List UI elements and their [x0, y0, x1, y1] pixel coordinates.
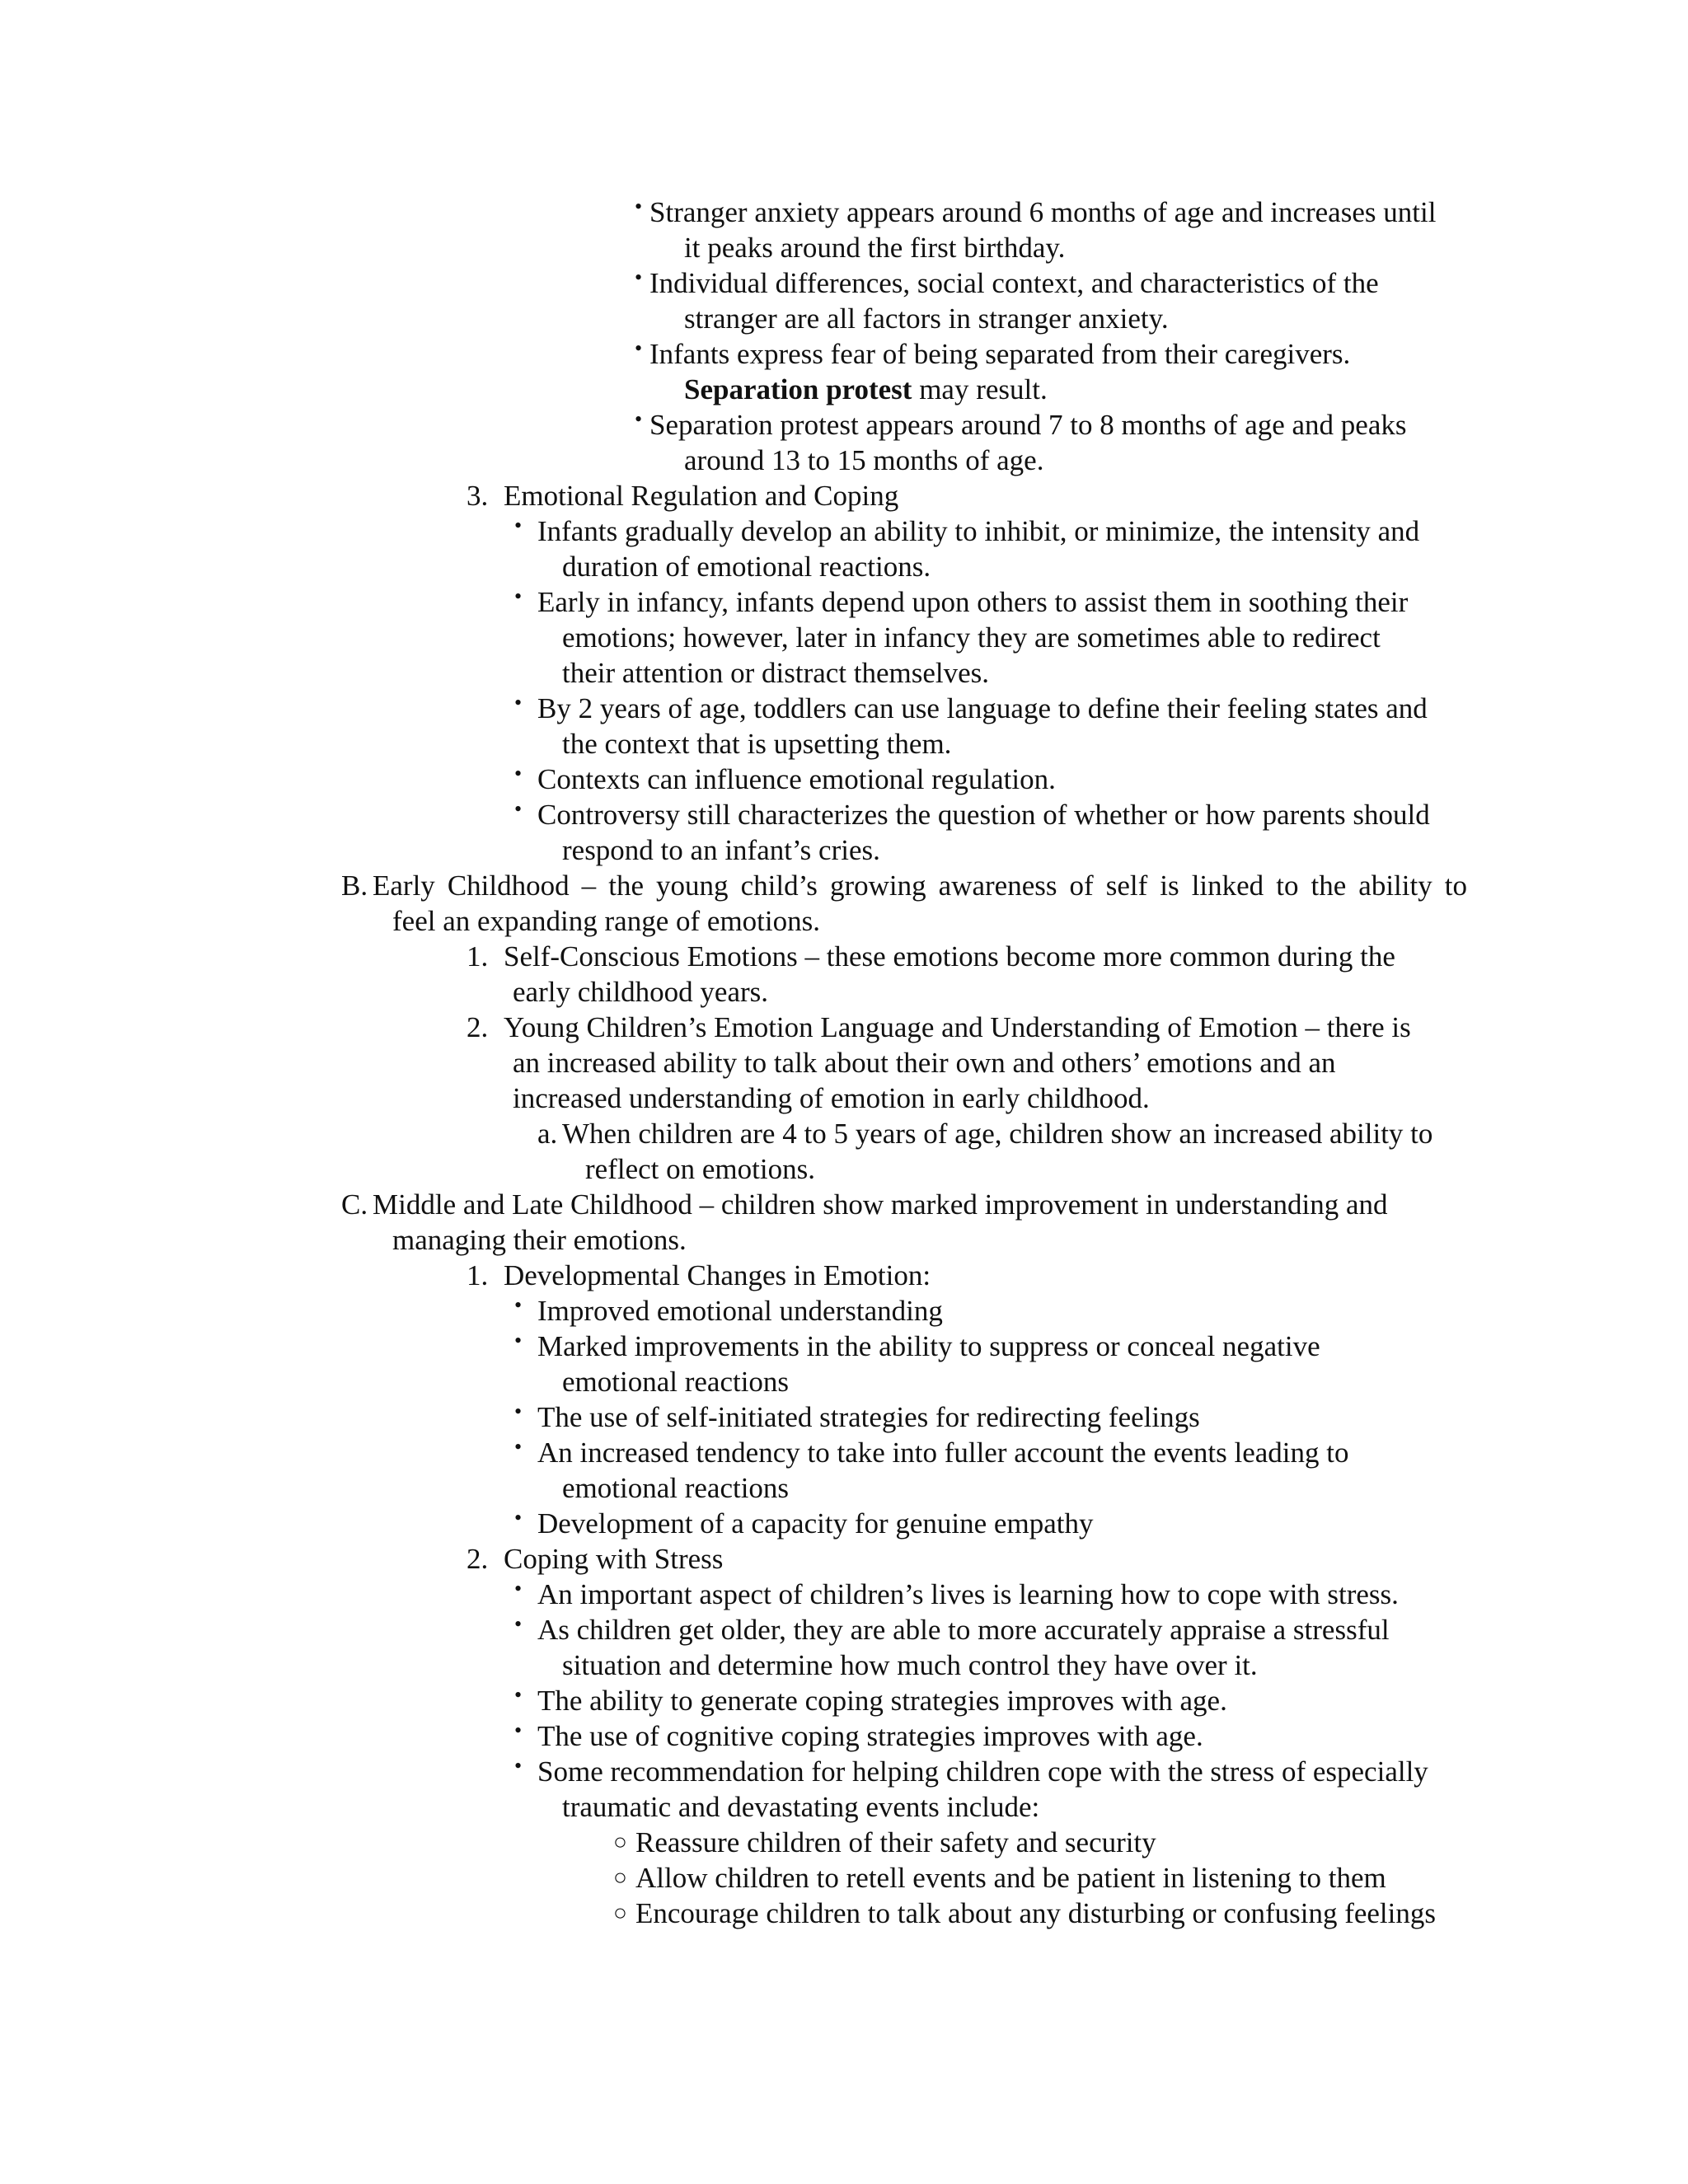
outline-section-c: C. Middle and Late Childhood – children show marked improvement in understanding and managing their emotions. — [341, 1188, 1388, 1256]
bullet-icon: • — [514, 1612, 523, 1636]
bullet-icon: • — [514, 1293, 523, 1317]
list-item: ○ Allow children to retell events and be patient in listening to them — [613, 1862, 1386, 1894]
section-letter: B. — [341, 869, 368, 902]
bullet-icon: • — [514, 1754, 523, 1778]
item-number: 1. — [467, 1259, 489, 1291]
outline-item-developmental-changes — [467, 1258, 1472, 1293]
bullet-icon: • — [635, 336, 643, 360]
list-item: • Separation protest appears around 7 to 8 months of age and peaks around 13 to 15 months of age. — [635, 407, 1407, 476]
list-item: • As children get older, they are able to more accurately appraise a stressful situation and determine how much control they have over it. — [514, 1612, 1390, 1681]
list-item: • An important aspect of children’s lives is learning how to cope with stress. — [514, 1577, 1399, 1610]
item-title: Coping with Stress — [504, 1543, 724, 1575]
list-item: • Development of a capacity for genuine empathy — [514, 1506, 1094, 1540]
item-number: 2. — [467, 1543, 489, 1575]
bullet-icon: • — [514, 1683, 523, 1707]
bullet-icon: • — [514, 797, 523, 821]
bullet-icon: • — [514, 1329, 523, 1352]
bullet-icon: • — [514, 691, 523, 715]
list-item: • Stranger anxiety appears around 6 months of age and increases until it peaks around the first birthday. — [635, 194, 1437, 264]
list-item: ○ Reassure children of their safety and security — [613, 1826, 1156, 1858]
outline-item-emotional-regulation — [467, 478, 1472, 513]
outline-subitem-reflect-emotions: a. When children are 4 to 5 years of age, children show an increased ability to reflect on emotions. — [537, 1118, 1433, 1185]
list-item: • The ability to generate coping strategies improves with age. — [514, 1683, 1227, 1717]
list-item: • An increased tendency to take into fuller account the events leading to emotional reactions — [514, 1435, 1349, 1504]
bullet-icon: • — [635, 265, 643, 289]
section-heading: Early Childhood – the young child’s growing awareness of self is linked to the ability to — [373, 869, 1467, 902]
circle-bullet-icon: ○ — [613, 1830, 627, 1855]
circle-bullet-icon: ○ — [613, 1900, 627, 1926]
bullet-icon: • — [514, 762, 523, 785]
bullet-icon: • — [514, 1577, 523, 1601]
bullet-icon: • — [635, 407, 643, 431]
bullet-icon: • — [635, 194, 643, 218]
bullet-icon: • — [514, 1506, 523, 1530]
subitem-letter: a. — [537, 1118, 558, 1150]
list-item: • Early in infancy, infants depend upon others to assist them in soothing their emotions; however, later in infancy they are sometimes able to redirect their attention or distract themselves. — [514, 584, 1409, 689]
list-item: • Some recommendation for helping children cope with the stress of especially traumatic and devastating events include: — [514, 1754, 1428, 1823]
list-item: • Controversy still characterizes the question of whether or how parents should respond to an infant’s cries. — [514, 797, 1430, 866]
list-item: • Infants gradually develop an ability to inhibit, or minimize, the intensity and duration of emotional reactions. — [514, 513, 1420, 583]
list-item: • Marked improvements in the ability to suppress or conceal negative emotional reactions — [514, 1329, 1320, 1398]
item-title: Developmental Changes in Emotion: — [504, 1259, 931, 1291]
outline-item-coping-with-stress — [467, 1541, 1472, 1577]
separation-protest-term: Separation protest — [684, 373, 912, 405]
list-item: • Infants express fear of being separated from their caregivers. Separation protest may result. — [635, 336, 1351, 405]
list-item: ○ Encourage children to talk about any disturbing or confusing feelings — [613, 1897, 1436, 1929]
bullet-icon: • — [514, 584, 523, 608]
item-number: 2. — [467, 1011, 489, 1043]
outline-item-emotion-language: 2. Young Children’s Emotion Language and Understanding of Emotion – there is an increased ability to talk about their own and others’ emotions and an increased understanding of emotion in early childhood. — [467, 1011, 1411, 1114]
bullet-icon: • — [514, 1399, 523, 1423]
bullet-icon: • — [514, 1718, 523, 1742]
list-item: • Improved emotional understanding — [514, 1293, 943, 1327]
outline-section-b: B. Early Childhood – the young child’s growing awareness of self is linked to the ability to feel an expanding range of emotions. — [341, 869, 1467, 937]
circle-bullet-icon: ○ — [613, 1865, 627, 1891]
item-title: Emotional Regulation and Coping — [504, 480, 899, 512]
bullet-icon: • — [514, 513, 523, 537]
list-item: • Contexts can influence emotional regulation. — [514, 762, 1056, 795]
item-number: 3. — [467, 480, 489, 512]
bullet-icon: • — [514, 1435, 523, 1459]
outline-item-self-conscious-emotions: 1. Self-Conscious Emotions – these emotions become more common during the early childhood years. — [467, 940, 1395, 1008]
section-letter: C. — [341, 1188, 368, 1221]
section-heading: Middle and Late Childhood – children show marked improvement in understanding and — [373, 1188, 1388, 1221]
list-item: • By 2 years of age, toddlers can use language to define their feeling states and the context that is upsetting them. — [514, 691, 1428, 760]
list-item: • The use of cognitive coping strategies improves with age. — [514, 1718, 1203, 1752]
item-number: 1. — [467, 940, 489, 972]
list-item: • The use of self-initiated strategies for redirecting feelings — [514, 1399, 1200, 1433]
list-item: • Individual differences, social context, and characteristics of the stranger are all factors in stranger anxiety. — [635, 265, 1379, 335]
